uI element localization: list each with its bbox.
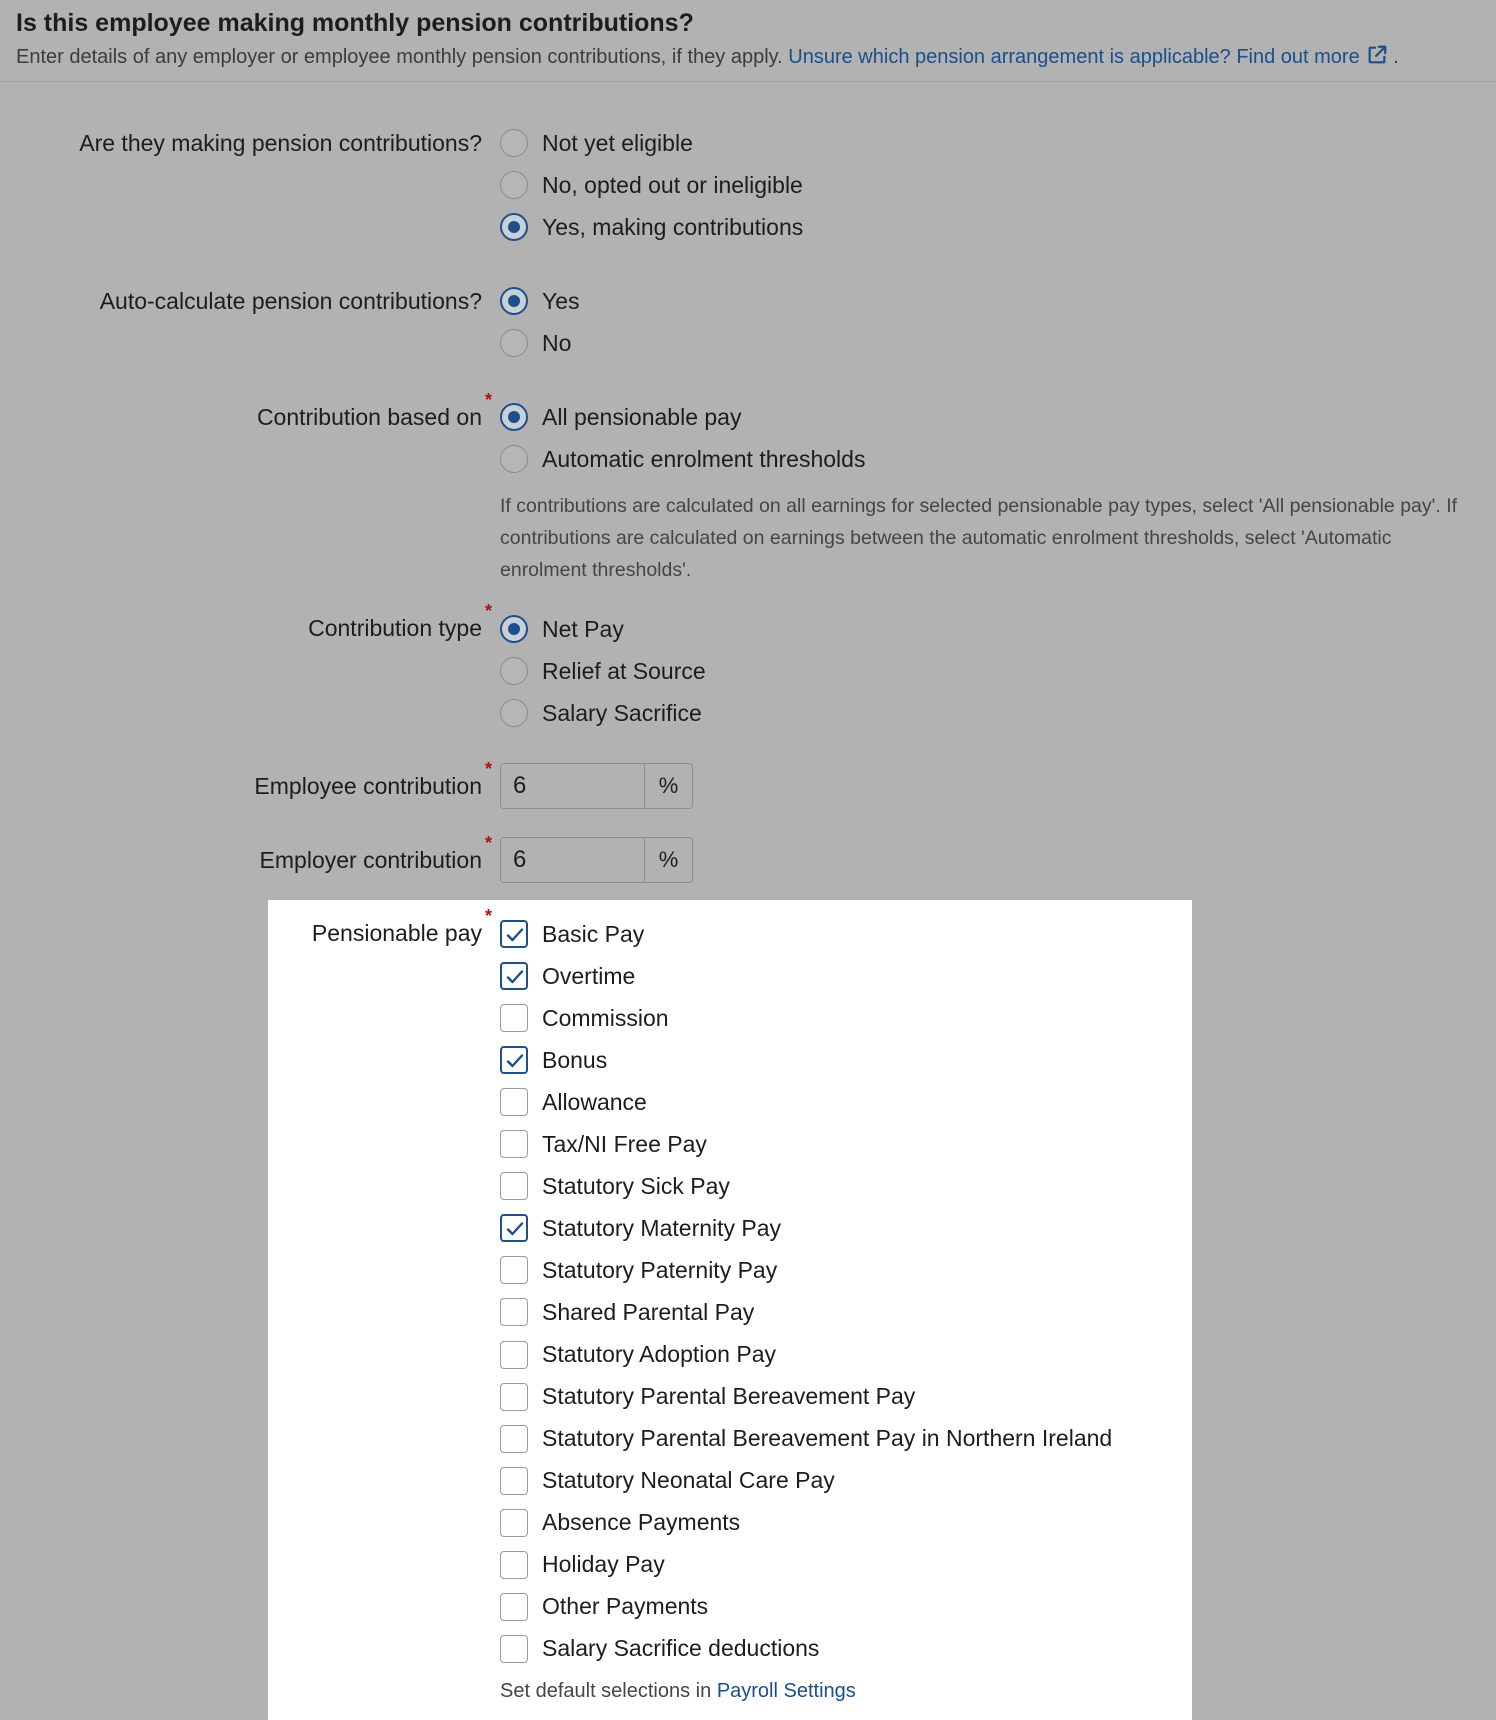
- employee-contribution-label: [254, 759, 492, 800]
- employer-contribution-input[interactable]: [501, 838, 645, 882]
- employee-contribution-field: [500, 763, 693, 809]
- contribution-basis-label: [256, 390, 492, 431]
- checkbox-label: Other Payments: [542, 1593, 709, 1620]
- pay-option-shared-parental-pay[interactable]: [500, 1297, 754, 1327]
- pay-option-bonus[interactable]: [500, 1045, 607, 1075]
- checkmark-icon: [505, 925, 525, 945]
- checkbox[interactable]: [500, 1635, 528, 1663]
- contribution-basis-label-text: Contribution based on: [256, 404, 482, 430]
- checkbox[interactable]: [500, 1172, 528, 1200]
- required-asterisk: *: [484, 906, 492, 926]
- section-header: [0, 0, 1496, 82]
- radio-button[interactable]: [500, 171, 528, 199]
- checkbox-label: Holiday Pay: [542, 1551, 665, 1578]
- pay-option-statutory-paternity-pay[interactable]: [500, 1255, 777, 1285]
- checkbox-label: Statutory Paternity Pay: [542, 1256, 778, 1283]
- radio-button[interactable]: [500, 329, 528, 357]
- checkbox[interactable]: [500, 920, 528, 948]
- radio-button[interactable]: [500, 615, 528, 643]
- checkbox-label: Statutory Adoption Pay: [542, 1341, 776, 1367]
- payroll-settings-link[interactable]: Payroll Settings: [716, 1680, 856, 1702]
- checkmark-icon: [505, 1219, 525, 1239]
- checkbox[interactable]: [500, 1467, 528, 1495]
- checkbox-label: Shared Parental Pay: [542, 1298, 755, 1325]
- radio-button[interactable]: [500, 213, 528, 241]
- pay-option-statutory-neonatal-care-pay[interactable]: [500, 1466, 835, 1496]
- radio-button[interactable]: [500, 657, 528, 685]
- checkbox-label: Overtime: [542, 962, 636, 989]
- radio-label: No, opted out or ineligible: [542, 171, 803, 198]
- pay-option-overtime[interactable]: [500, 961, 635, 991]
- checkbox[interactable]: [500, 1088, 528, 1116]
- radio-label: No: [542, 329, 572, 356]
- contribution-type-label-text: Contribution type: [308, 615, 482, 641]
- checkbox[interactable]: [500, 1130, 528, 1158]
- radio-label: All pensionable pay: [542, 403, 742, 430]
- radio-button[interactable]: [500, 445, 528, 473]
- pensionable-pay-label: [311, 906, 492, 947]
- find-out-more-link[interactable]: [788, 46, 1387, 68]
- radio-option-yes-making-contributions[interactable]: [500, 212, 803, 242]
- checkbox[interactable]: [500, 1004, 528, 1032]
- employer-contribution-field: [500, 837, 693, 883]
- radio-option-salary-sacrifice[interactable]: [500, 698, 702, 728]
- checkbox[interactable]: [500, 1298, 528, 1326]
- required-asterisk: *: [484, 833, 492, 853]
- required-asterisk: *: [484, 601, 492, 621]
- default-selections-text: Set default selections in: [500, 1680, 712, 1702]
- checkbox-label: Tax/NI Free Pay: [542, 1130, 707, 1157]
- pay-option-other-payments[interactable]: [500, 1592, 708, 1622]
- radio-label: Yes, making contributions: [542, 213, 804, 240]
- pay-option-tax-ni-free-pay[interactable]: [500, 1129, 707, 1159]
- checkbox[interactable]: [500, 1383, 528, 1411]
- radio-label: Salary Sacrifice: [542, 699, 702, 726]
- subtitle-trailing: .: [1393, 46, 1399, 68]
- pay-option-holiday-pay[interactable]: [500, 1550, 665, 1580]
- find-out-more-link-text: Unsure which pension arrangement is applicable? Find out more: [788, 46, 1360, 68]
- employer-contribution-label: [259, 833, 492, 874]
- pay-option-absence-payments[interactable]: [500, 1508, 740, 1538]
- pay-option-allowance[interactable]: [500, 1087, 647, 1117]
- checkbox[interactable]: [500, 1341, 528, 1369]
- radio-option-relief-at-source[interactable]: [500, 656, 706, 686]
- checkmark-icon: [505, 1051, 525, 1071]
- radio-button[interactable]: [500, 699, 528, 727]
- radio-button[interactable]: [500, 403, 528, 431]
- pay-option-statutory-maternity-pay[interactable]: [500, 1213, 781, 1243]
- required-asterisk: *: [484, 759, 492, 779]
- section-subtitle: [16, 44, 1480, 69]
- checkbox-label: Statutory Parental Bereavement Pay: [542, 1383, 916, 1410]
- default-selections-note: [500, 1680, 856, 1703]
- section-title: Is this employee making monthly pension contributions?: [16, 9, 694, 37]
- pensionable-pay-label-text: Pensionable pay: [311, 920, 482, 946]
- pay-option-statutory-parental-bereavement-pay-in-northern-ireland[interactable]: [500, 1424, 1112, 1454]
- pay-option-statutory-adoption-pay[interactable]: [500, 1340, 776, 1370]
- checkbox-label: Basic Pay: [542, 920, 645, 947]
- radio-label: Automatic enrolment thresholds: [542, 445, 866, 472]
- pay-option-commission[interactable]: [500, 1003, 669, 1033]
- radio-label: Not yet eligible: [542, 129, 693, 156]
- checkbox[interactable]: [500, 1593, 528, 1621]
- radio-option-all-pensionable-pay[interactable]: [500, 402, 741, 432]
- checkbox-label: Statutory Sick Pay: [542, 1172, 730, 1199]
- employer-contribution-label-text: Employer contribution: [259, 847, 482, 873]
- checkbox-label: Allowance: [542, 1088, 647, 1115]
- making-contributions-label: Are they making pension contributions?: [79, 130, 482, 156]
- pay-option-statutory-sick-pay[interactable]: [500, 1171, 730, 1201]
- radio-button[interactable]: [500, 129, 528, 157]
- auto-calculate-label: Auto-calculate pension contributions?: [99, 288, 482, 314]
- percent-unit: %: [645, 838, 692, 882]
- checkbox-label: Bonus: [542, 1046, 608, 1073]
- radio-button[interactable]: [500, 287, 528, 315]
- subtitle-text: Enter details of any employer or employee monthly pension contributions, if they apply.: [16, 46, 783, 68]
- checkbox-label: Statutory Parental Bereavement Pay in Northern Ireland: [542, 1425, 1113, 1452]
- percent-unit: %: [645, 764, 692, 808]
- checkbox[interactable]: [500, 962, 528, 990]
- external-link-icon: [1366, 44, 1388, 66]
- employee-contribution-label-text: Employee contribution: [254, 773, 482, 799]
- pay-option-basic-pay[interactable]: [500, 919, 644, 949]
- checkbox[interactable]: [500, 1046, 528, 1074]
- required-asterisk: *: [484, 390, 492, 410]
- contribution-basis-help: If contributions are calculated on all earnings for selected pensionable pay types, select 'All pensionable pay'. If contributions are calculated on earnings between the automatic enrolment thresholds, select 'Automatic enrolment thresholds'.: [500, 495, 1458, 581]
- checkbox[interactable]: [500, 1509, 528, 1537]
- radio-label: Yes: [542, 287, 580, 314]
- radio-option-net-pay[interactable]: [500, 614, 624, 644]
- employee-contribution-input[interactable]: [501, 764, 645, 808]
- checkbox-label: Absence Payments: [542, 1509, 741, 1536]
- checkbox-label: Statutory Neonatal Care Pay: [542, 1467, 835, 1494]
- checkbox[interactable]: [500, 1551, 528, 1579]
- checkbox[interactable]: [500, 1214, 528, 1242]
- radio-option-not-yet-eligible[interactable]: [500, 128, 693, 158]
- radio-option-yes[interactable]: [500, 286, 580, 316]
- checkbox[interactable]: [500, 1425, 528, 1453]
- radio-label: Relief at Source: [542, 657, 706, 684]
- radio-option-no-opted-out-or-ineligible[interactable]: [500, 170, 803, 200]
- radio-option-no[interactable]: [500, 328, 571, 358]
- radio-option-automatic-enrolment-thresholds[interactable]: [500, 444, 865, 474]
- pay-option-statutory-parental-bereavement-pay[interactable]: [500, 1382, 915, 1412]
- checkbox[interactable]: [500, 1256, 528, 1284]
- checkbox-label: Commission: [542, 1004, 669, 1031]
- checkmark-icon: [505, 967, 525, 987]
- checkbox-label: Salary Sacrifice deductions: [542, 1635, 820, 1662]
- checkbox-label: Statutory Maternity Pay: [542, 1214, 782, 1241]
- radio-label: Net Pay: [542, 615, 624, 642]
- contribution-type-label: [308, 601, 492, 642]
- pay-option-salary-sacrifice-deductions[interactable]: [500, 1634, 819, 1664]
